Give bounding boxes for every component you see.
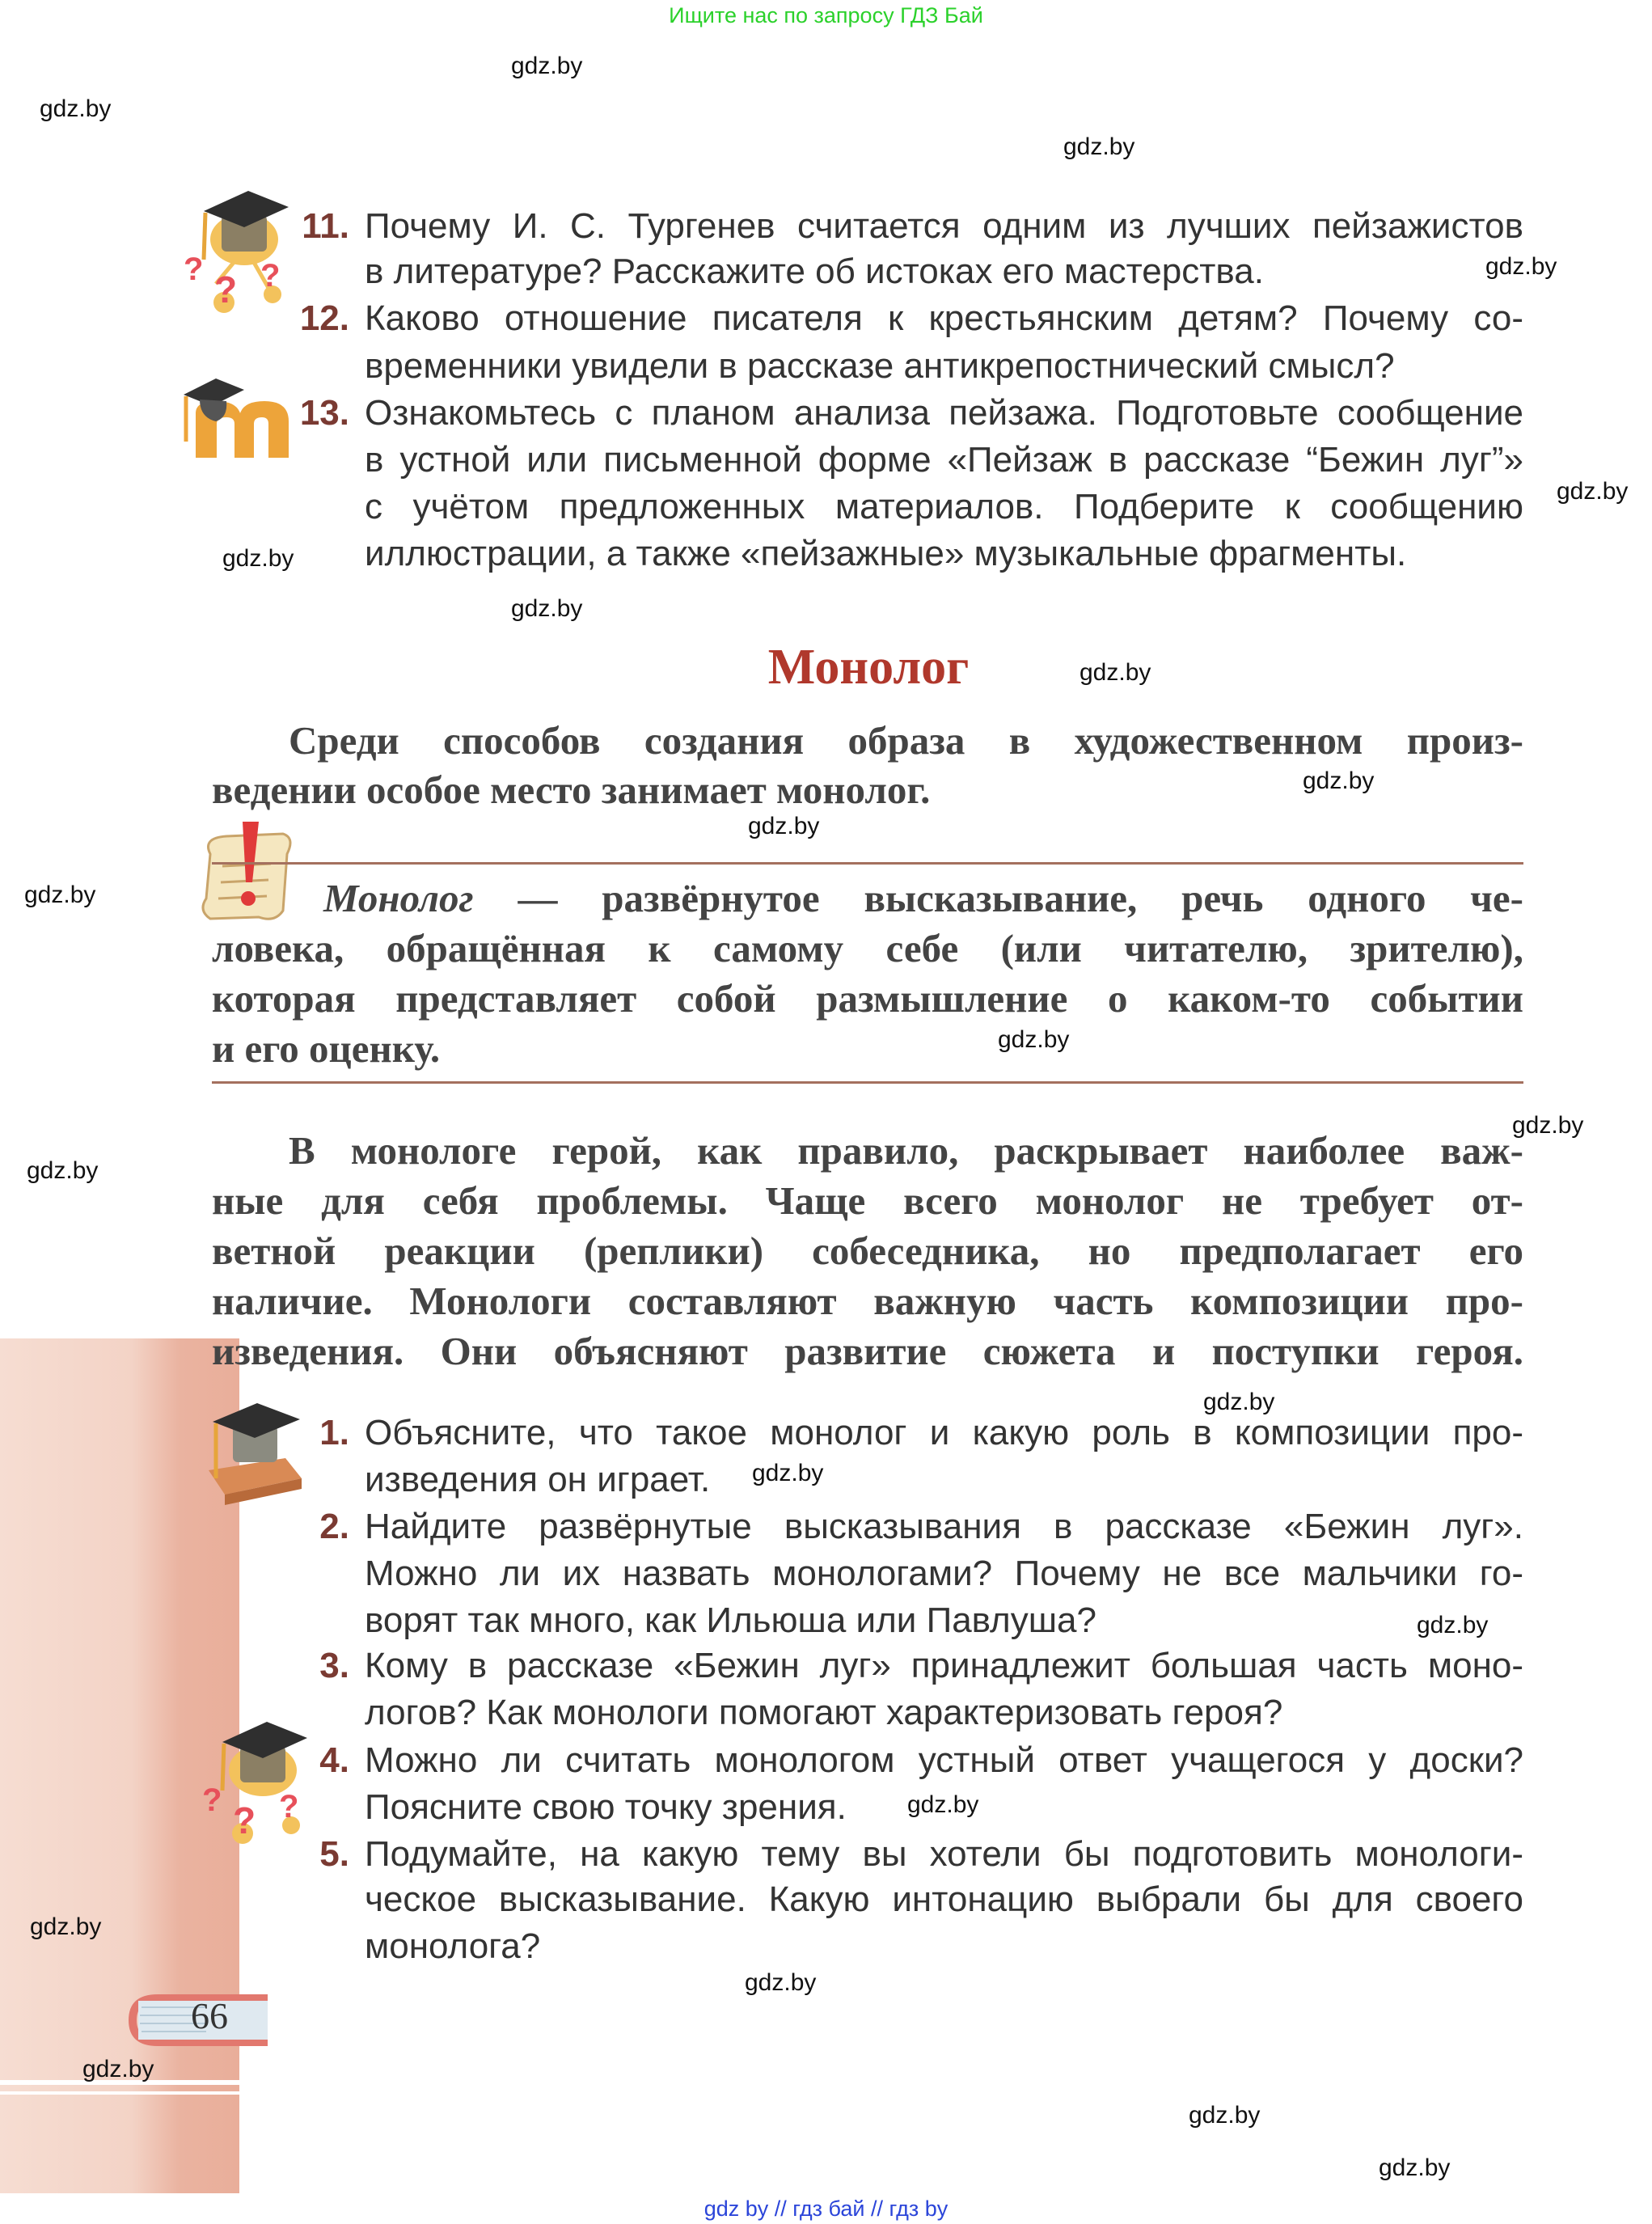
question-text-line: Можно ли считать монологом устный ответ учащегося у доски?	[365, 1740, 1523, 1780]
watermark: gdz.by	[1080, 659, 1151, 686]
footer-links[interactable]: gdz by // гдз бай // гдз by	[703, 2197, 949, 2221]
svg-text:?: ?	[260, 258, 281, 294]
top-search-note: Ищите нас по запросу ГДЗ Бай	[669, 3, 983, 27]
watermark: gdz.by	[1063, 133, 1135, 160]
question-text-line: логов? Как монологи помогают характеризовать героя?	[365, 1693, 1283, 1732]
svg-text:?: ?	[184, 252, 204, 287]
question-number: 13.	[299, 393, 349, 433]
question-text-line: Каково отношение писателя к крестьянским детям? Почему со-	[365, 298, 1523, 338]
question-text-line: временники увидели в рассказе антикрепостнический смысл?	[365, 346, 1395, 386]
question-number: 2.	[319, 1507, 349, 1546]
question-number: 5.	[319, 1834, 349, 1874]
question-text-line: Почему И. С. Тургенев считается одним из лучших пейзажистов	[365, 206, 1523, 246]
watermark: gdz.by	[1485, 253, 1557, 280]
watermark: gdz.by	[82, 2056, 154, 2082]
question-number: 11.	[302, 206, 349, 246]
page-number: 66	[191, 1995, 228, 2036]
question-text-line: Подумайте, на какую тему вы хотели бы подготовить монологи-	[365, 1834, 1523, 1874]
question-text-line: изведения он играет.	[365, 1460, 711, 1499]
question-number: 3.	[319, 1646, 349, 1685]
question-text-line: Найдите развёрнутые высказывания в рассказе «Бежин луг».	[365, 1507, 1523, 1546]
question-text-line: монолога?	[365, 1926, 541, 1966]
definition-bottom-rule	[212, 1081, 1523, 1084]
watermark: gdz.by	[40, 95, 112, 122]
watermark: gdz.by	[1189, 2102, 1261, 2129]
question-text-line: в литературе? Расскажите об истоках его мастерства.	[365, 252, 1264, 291]
svg-text:?: ?	[279, 1789, 299, 1824]
question-text-line: Кому в рассказе «Бежин луг» принадлежит большая часть моно-	[365, 1646, 1523, 1685]
intro-paragraph-line: Среди способов создания образа в художественном произ-	[289, 718, 1523, 763]
question-text-line: Ознакомьтесь с планом анализа пейзажа. Подготовьте сообщение	[365, 393, 1523, 433]
svg-text:?: ?	[233, 1799, 256, 1841]
body-paragraph-line: ные для себя проблемы. Чаще всего монолог не требует от-	[212, 1178, 1523, 1223]
question-text-line: Поясните свою точку зрения.	[365, 1787, 847, 1827]
definition-first-line	[323, 874, 1523, 923]
svg-text:?: ?	[202, 1782, 222, 1818]
section-title: Монолог	[767, 640, 970, 695]
watermark: gdz.by	[27, 1157, 99, 1184]
watermark: gdz.by	[907, 1791, 979, 1818]
definition-text: — развёрнутое высказывание, речь одного че-	[473, 876, 1523, 920]
question-text-line: Можно ли их назвать монологами? Почему не все мальчики го-	[365, 1554, 1523, 1593]
question-text-line: ворят так много, как Ильюша или Павлуша?	[365, 1600, 1096, 1640]
question-number: 4.	[319, 1740, 349, 1780]
margin-line	[0, 2091, 239, 2095]
intro-paragraph-line: ведении особое место занимает монолог.	[212, 767, 931, 812]
question-number: 12.	[299, 298, 349, 338]
scroll-exclamation-icon	[194, 822, 301, 928]
watermark: gdz.by	[1379, 2154, 1451, 2181]
body-paragraph-line: В монологе герой, как правило, раскрывает наиболее важ-	[289, 1128, 1523, 1173]
body-paragraph-line: изведения. Они объясняют развитие сюжета и поступки героя.	[212, 1329, 1523, 1373]
watermark: gdz.by	[1417, 1612, 1489, 1638]
definition-top-rule	[212, 862, 1523, 865]
watermark: gdz.by	[1512, 1112, 1584, 1139]
question-number: 1.	[319, 1413, 349, 1452]
definition-line: ловека, обращённая к самому себе (или читателю, зрителю),	[212, 926, 1523, 970]
definition-line: которая представляет собой размышление о каком-то событии	[212, 976, 1523, 1021]
question-text-line: Объясните, что такое монолог и какую роль в композиции про-	[365, 1413, 1523, 1452]
watermark: gdz.by	[1557, 478, 1629, 505]
body-paragraph-line: наличие. Монологи составляют важную часть композиции про-	[212, 1279, 1523, 1323]
watermark: gdz.by	[748, 813, 820, 839]
watermark: gdz.by	[222, 545, 294, 572]
watermark: gdz.by	[998, 1026, 1070, 1053]
watermark: gdz.by	[24, 882, 96, 908]
watermark: gdz.by	[1203, 1389, 1275, 1415]
definition-line: и его оценку.	[212, 1026, 441, 1071]
question-text-line: в устной или письменной форме «Пейзаж в рассказе “Бежин луг”»	[365, 440, 1523, 480]
question-text-line: с учётом предложенных материалов. Подберите к сообщению	[365, 487, 1523, 526]
watermark: gdz.by	[511, 595, 583, 622]
watermark: gdz.by	[30, 1913, 102, 1940]
watermark: gdz.by	[745, 1969, 817, 1996]
svg-text:?: ?	[214, 268, 238, 311]
watermark: gdz.by	[752, 1460, 824, 1486]
definition-term: Монолог	[323, 876, 474, 920]
question-text-line: ческое высказывание. Какую интонацию выбрали бы для своего	[365, 1879, 1523, 1919]
watermark: gdz.by	[511, 53, 583, 79]
watermark: gdz.by	[1303, 767, 1375, 794]
question-text-line: иллюстрации, а также «пейзажные» музыкальные фрагменты.	[365, 534, 1407, 573]
body-paragraph-line: ветной реакции (реплики) собеседника, но предполагает его	[212, 1228, 1523, 1273]
